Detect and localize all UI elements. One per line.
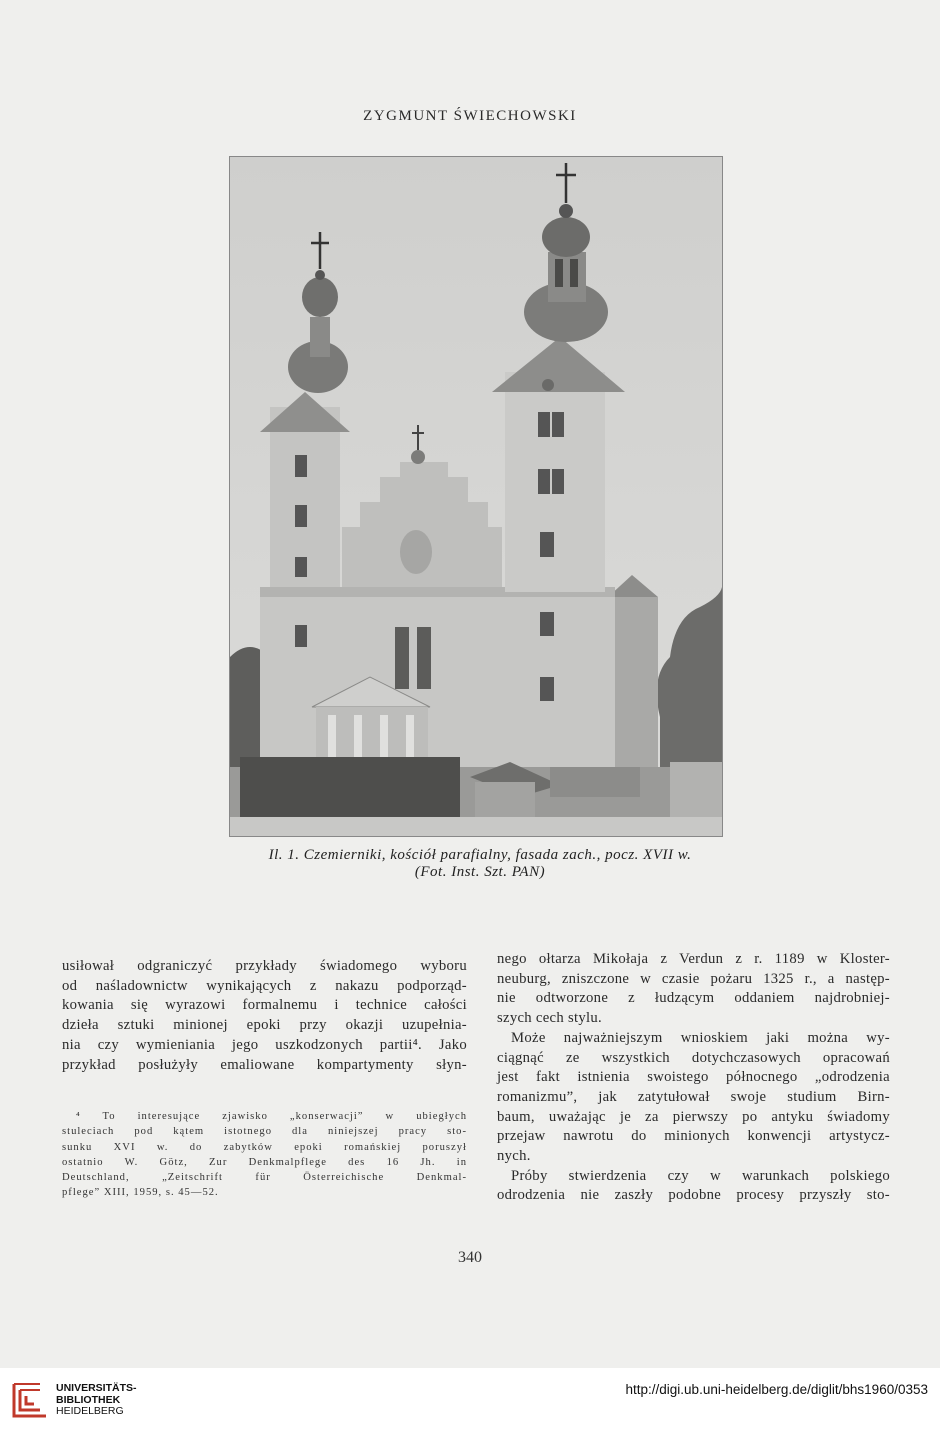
page-number: 340 (458, 1249, 482, 1266)
right-text-column (497, 950, 890, 1206)
text-line: odrodzenia nie zaszły podobne procesy przyszły sto- (497, 1187, 890, 1204)
footnote-line: Deutschland, „Zeitschrift für Österreichische Denkmal- (62, 1172, 467, 1184)
text-line: dzieła sztuki minionej epoki przy okazji uzupełnia- (62, 1017, 467, 1034)
text-line: od naśladownictw wynikających z nakazu podporząd- (62, 977, 467, 994)
text-line: neuburg, zniszczone w czasie pożaru 1325 r., a następ- (497, 970, 890, 987)
church-photograph (229, 156, 723, 837)
church-facade-illustration (230, 157, 722, 836)
footnote-line: sunku XVI w. do zabytków epoki romańskiej poruszył (62, 1141, 467, 1153)
left-text-column (62, 957, 467, 1075)
text-line: jest fakt istnienia swoistego północnego „odrodzenia (497, 1069, 890, 1086)
text-line: romanizmu”, jak zatytułował swoje studium Birn- (497, 1088, 890, 1105)
running-header: ZYGMUNT ŚWIECHOWSKI (363, 108, 577, 124)
text-line: nego ołtarza Mikołaja z Verdun z r. 1189 w Kloster- (497, 951, 890, 967)
university-library-logo-icon (10, 1380, 50, 1420)
text-line: nie odtworzone z łudzącym oddaniem najdrobniej- (497, 990, 890, 1007)
text-line: szych cech stylu. (497, 1010, 603, 1027)
text-line: nia czy wymieniania jego uszkodzonych partii⁴. Jako (62, 1036, 467, 1053)
text-line: nych. (497, 1148, 531, 1165)
library-name (56, 1383, 137, 1418)
footnote-line: pflege” XIII, 1959, s. 45—52. (62, 1187, 219, 1199)
figure-credit: (Fot. Inst. Szt. PAN) (414, 864, 546, 880)
library-name-line: BIBLIOTHEK (56, 1393, 121, 1406)
text-line: przykład posłużyły emaliowane kompartymenty słyn- (62, 1056, 467, 1073)
text-line: ciągnąć ze wszystkich dotychczasowych opracowań (497, 1049, 890, 1066)
footnote-line: stuleciach pod kątem istotnego dla niniejszej pracy sto- (62, 1126, 467, 1138)
footnote (62, 1109, 467, 1201)
library-name-line: HEIDELBERG (56, 1405, 124, 1417)
viewer-footer (0, 1368, 940, 1436)
library-name-line: UNIVERSITÄTS- (56, 1382, 137, 1394)
footnote-line: ostatnio W. Götz, Zur Denkmalpflege des 16 Jh. in (62, 1156, 467, 1168)
text-line: baum, uważając je za pierwszy po antyku świadomy (497, 1108, 890, 1125)
text-line: Próby stwierdzenia czy w warunkach polskiego (511, 1167, 890, 1184)
text-line: usiłował odgraniczyć przykłady świadomego wyboru (62, 958, 467, 974)
document-url-link[interactable]: http://digi.ub.uni-heidelberg.de/diglit/bhs1960/0353 (625, 1382, 928, 1397)
figure-caption: Il. 1. Czemierniki, kościół parafialny, fasada zach., pocz. XVII w. (268, 847, 692, 863)
text-line: kowania się wyrazowi formalnemu i technice całości (62, 997, 467, 1014)
text-line: Może najważniejszym wnioskiem jaki można wy- (511, 1029, 890, 1046)
text-line: przejaw nawrotu do minionych konwencji artystycz- (497, 1128, 890, 1145)
footnote-line: ⁴ To interesujące zjawisko „konserwacji” w ubiegłych (76, 1111, 467, 1122)
